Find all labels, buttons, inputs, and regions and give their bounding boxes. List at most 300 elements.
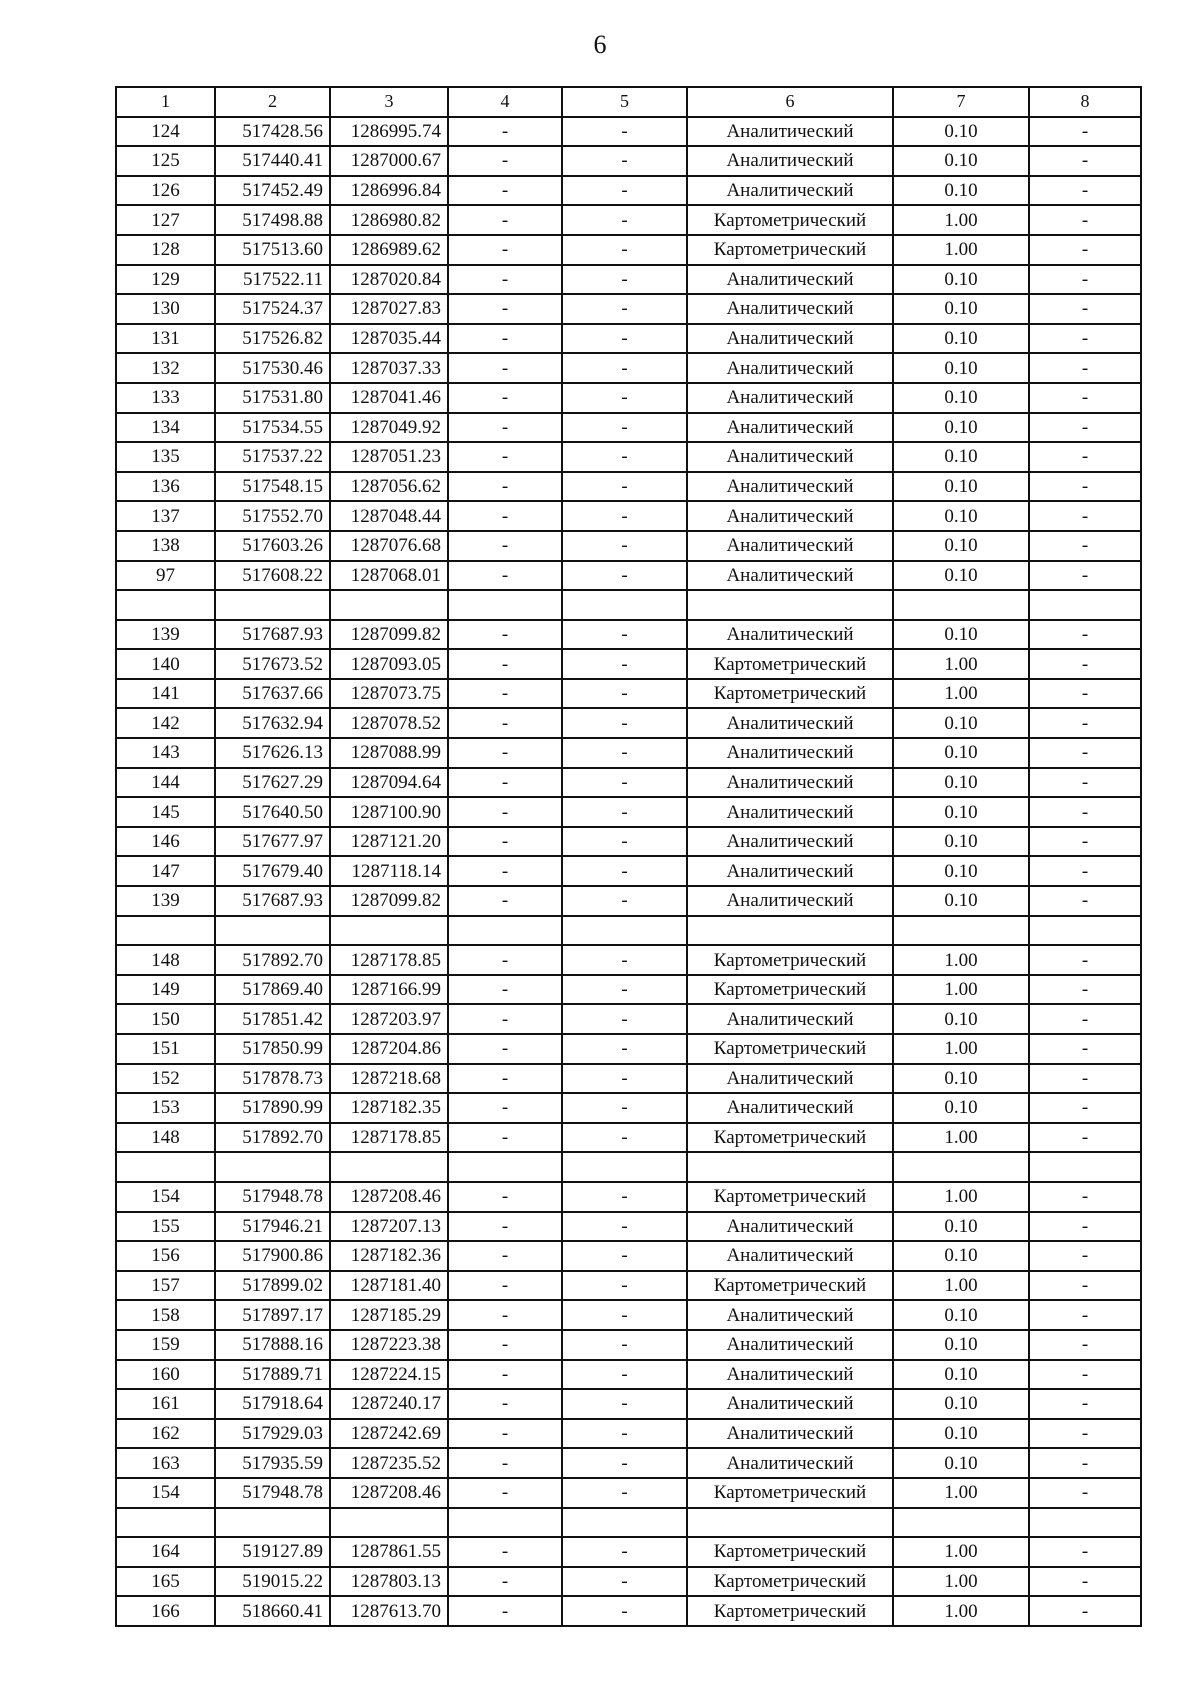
- method-cell: [687, 916, 893, 946]
- method-cell: Аналитический: [687, 1448, 893, 1478]
- col-5-value-cell: -: [562, 265, 687, 295]
- method-cell: Аналитический: [687, 856, 893, 886]
- y-coordinate-cell: 1287068.01: [330, 561, 448, 591]
- col-4-value-cell: -: [448, 561, 562, 591]
- point-number-cell: 163: [116, 1448, 215, 1478]
- col-8-value-cell: -: [1029, 886, 1141, 916]
- col-5-value-cell: [562, 1508, 687, 1538]
- x-coordinate-cell: 517687.93: [215, 620, 330, 650]
- x-coordinate-cell: 517548.15: [215, 472, 330, 502]
- col-5-value-cell: -: [562, 738, 687, 768]
- col-8-value-cell: -: [1029, 1448, 1141, 1478]
- y-coordinate-cell: 1287073.75: [330, 679, 448, 709]
- col-5-value-cell: -: [562, 1389, 687, 1419]
- y-coordinate-cell: 1287861.55: [330, 1537, 448, 1567]
- x-coordinate-cell: 519015.22: [215, 1567, 330, 1597]
- point-number-cell: 148: [116, 945, 215, 975]
- point-number-cell: 144: [116, 768, 215, 798]
- col-5-value-cell: -: [562, 975, 687, 1005]
- point-number-cell: 164: [116, 1537, 215, 1567]
- y-coordinate-cell: 1287218.68: [330, 1064, 448, 1094]
- column-header: 5: [562, 87, 687, 117]
- col-8-value-cell: -: [1029, 1537, 1141, 1567]
- x-coordinate-cell: 517627.29: [215, 768, 330, 798]
- point-number-cell: 156: [116, 1241, 215, 1271]
- point-number-cell: 150: [116, 1004, 215, 1034]
- table-row: [116, 886, 1141, 916]
- col-4-value-cell: -: [448, 176, 562, 206]
- x-coordinate-cell: 517552.70: [215, 501, 330, 531]
- col-8-value-cell: -: [1029, 856, 1141, 886]
- col-8-value-cell: -: [1029, 265, 1141, 295]
- table-row: [116, 1419, 1141, 1449]
- method-cell: Картометрический: [687, 649, 893, 679]
- x-coordinate-cell: 517687.93: [215, 886, 330, 916]
- method-cell: Картометрический: [687, 679, 893, 709]
- col-5-value-cell: -: [562, 856, 687, 886]
- column-header: 1: [116, 87, 215, 117]
- point-number-cell: 138: [116, 531, 215, 561]
- table-row: [116, 146, 1141, 176]
- x-coordinate-cell: [215, 1152, 330, 1182]
- accuracy-cell: 0.10: [893, 1330, 1029, 1360]
- col-5-value-cell: -: [562, 797, 687, 827]
- method-cell: [687, 1152, 893, 1182]
- accuracy-cell: 0.10: [893, 294, 1029, 324]
- col-5-value-cell: -: [562, 1182, 687, 1212]
- method-cell: Аналитический: [687, 117, 893, 147]
- col-8-value-cell: [1029, 1508, 1141, 1538]
- method-cell: Картометрический: [687, 235, 893, 265]
- accuracy-cell: 0.10: [893, 768, 1029, 798]
- method-cell: Аналитический: [687, 531, 893, 561]
- col-5-value-cell: -: [562, 472, 687, 502]
- col-8-value-cell: -: [1029, 649, 1141, 679]
- table-row: [116, 768, 1141, 798]
- table-row: [116, 590, 1141, 620]
- y-coordinate-cell: 1287803.13: [330, 1567, 448, 1597]
- col-4-value-cell: -: [448, 708, 562, 738]
- y-coordinate-cell: 1287208.46: [330, 1182, 448, 1212]
- accuracy-cell: 1.00: [893, 1123, 1029, 1153]
- y-coordinate-cell: 1287182.35: [330, 1093, 448, 1123]
- table-row: [116, 1152, 1141, 1182]
- col-5-value-cell: -: [562, 531, 687, 561]
- x-coordinate-cell: 517935.59: [215, 1448, 330, 1478]
- col-4-value-cell: -: [448, 383, 562, 413]
- point-number-cell: 153: [116, 1093, 215, 1123]
- col-8-value-cell: [1029, 590, 1141, 620]
- col-4-value-cell: -: [448, 324, 562, 354]
- table-row: [116, 1389, 1141, 1419]
- table-row: [116, 1360, 1141, 1390]
- accuracy-cell: [893, 1508, 1029, 1538]
- col-5-value-cell: -: [562, 1360, 687, 1390]
- col-4-value-cell: -: [448, 1241, 562, 1271]
- point-number-cell: 143: [116, 738, 215, 768]
- col-5-value-cell: -: [562, 649, 687, 679]
- col-5-value-cell: -: [562, 235, 687, 265]
- col-4-value-cell: [448, 590, 562, 620]
- column-header: 8: [1029, 87, 1141, 117]
- table-row: [116, 265, 1141, 295]
- table-row: [116, 1064, 1141, 1094]
- method-cell: Аналитический: [687, 265, 893, 295]
- y-coordinate-cell: [330, 1152, 448, 1182]
- col-4-value-cell: -: [448, 1389, 562, 1419]
- col-4-value-cell: -: [448, 205, 562, 235]
- col-4-value-cell: -: [448, 856, 562, 886]
- col-8-value-cell: -: [1029, 797, 1141, 827]
- col-8-value-cell: -: [1029, 708, 1141, 738]
- table-row: [116, 1212, 1141, 1242]
- table-row: [116, 1182, 1141, 1212]
- point-number-cell: 166: [116, 1596, 215, 1626]
- col-4-value-cell: -: [448, 1123, 562, 1153]
- col-8-value-cell: -: [1029, 1300, 1141, 1330]
- method-cell: Картометрический: [687, 975, 893, 1005]
- y-coordinate-cell: 1287020.84: [330, 265, 448, 295]
- col-4-value-cell: -: [448, 294, 562, 324]
- x-coordinate-cell: 519127.89: [215, 1537, 330, 1567]
- table-row: [116, 827, 1141, 857]
- table-row: [116, 679, 1141, 709]
- x-coordinate-cell: 517851.42: [215, 1004, 330, 1034]
- y-coordinate-cell: 1287178.85: [330, 945, 448, 975]
- method-cell: Аналитический: [687, 1004, 893, 1034]
- col-4-value-cell: -: [448, 442, 562, 472]
- table-row: [116, 620, 1141, 650]
- x-coordinate-cell: 517531.80: [215, 383, 330, 413]
- col-5-value-cell: -: [562, 1004, 687, 1034]
- col-5-value-cell: -: [562, 413, 687, 443]
- table-row: [116, 1004, 1141, 1034]
- col-4-value-cell: -: [448, 827, 562, 857]
- table-row: [116, 472, 1141, 502]
- col-8-value-cell: -: [1029, 1330, 1141, 1360]
- x-coordinate-cell: 517452.49: [215, 176, 330, 206]
- col-4-value-cell: -: [448, 1419, 562, 1449]
- col-8-value-cell: -: [1029, 679, 1141, 709]
- method-cell: [687, 1508, 893, 1538]
- accuracy-cell: 0.10: [893, 324, 1029, 354]
- col-5-value-cell: -: [562, 708, 687, 738]
- x-coordinate-cell: 517929.03: [215, 1419, 330, 1449]
- col-4-value-cell: -: [448, 797, 562, 827]
- accuracy-cell: 0.10: [893, 176, 1029, 206]
- accuracy-cell: 1.00: [893, 649, 1029, 679]
- y-coordinate-cell: 1287049.92: [330, 413, 448, 443]
- col-8-value-cell: -: [1029, 1064, 1141, 1094]
- method-cell: Аналитический: [687, 1419, 893, 1449]
- column-header: 7: [893, 87, 1029, 117]
- column-header: 4: [448, 87, 562, 117]
- col-8-value-cell: -: [1029, 620, 1141, 650]
- col-5-value-cell: -: [562, 827, 687, 857]
- accuracy-cell: 0.10: [893, 383, 1029, 413]
- method-cell: Аналитический: [687, 768, 893, 798]
- col-4-value-cell: -: [448, 768, 562, 798]
- col-4-value-cell: [448, 1152, 562, 1182]
- method-cell: Аналитический: [687, 561, 893, 591]
- col-4-value-cell: -: [448, 1360, 562, 1390]
- table-row: [116, 1034, 1141, 1064]
- col-5-value-cell: -: [562, 1034, 687, 1064]
- col-5-value-cell: -: [562, 1567, 687, 1597]
- accuracy-cell: 0.10: [893, 353, 1029, 383]
- col-4-value-cell: -: [448, 265, 562, 295]
- x-coordinate-cell: 517526.82: [215, 324, 330, 354]
- x-coordinate-cell: 517890.99: [215, 1093, 330, 1123]
- accuracy-cell: 0.10: [893, 413, 1029, 443]
- x-coordinate-cell: 517679.40: [215, 856, 330, 886]
- y-coordinate-cell: 1287224.15: [330, 1360, 448, 1390]
- accuracy-cell: 1.00: [893, 975, 1029, 1005]
- table-row: [116, 324, 1141, 354]
- col-4-value-cell: -: [448, 1093, 562, 1123]
- y-coordinate-cell: 1287185.29: [330, 1300, 448, 1330]
- y-coordinate-cell: 1287121.20: [330, 827, 448, 857]
- table-row: [116, 797, 1141, 827]
- col-5-value-cell: -: [562, 1419, 687, 1449]
- x-coordinate-cell: 517530.46: [215, 353, 330, 383]
- col-4-value-cell: -: [448, 1448, 562, 1478]
- y-coordinate-cell: 1287242.69: [330, 1419, 448, 1449]
- col-8-value-cell: -: [1029, 768, 1141, 798]
- accuracy-cell: 1.00: [893, 1271, 1029, 1301]
- method-cell: [687, 590, 893, 620]
- accuracy-cell: 0.10: [893, 501, 1029, 531]
- accuracy-cell: 0.10: [893, 1064, 1029, 1094]
- point-number-cell: 148: [116, 1123, 215, 1153]
- accuracy-cell: 0.10: [893, 1360, 1029, 1390]
- table-row: [116, 1596, 1141, 1626]
- method-cell: Аналитический: [687, 294, 893, 324]
- method-cell: Картометрический: [687, 945, 893, 975]
- accuracy-cell: 0.10: [893, 1212, 1029, 1242]
- col-8-value-cell: [1029, 1152, 1141, 1182]
- point-number-cell: 146: [116, 827, 215, 857]
- point-number-cell: 139: [116, 620, 215, 650]
- method-cell: Аналитический: [687, 1389, 893, 1419]
- column-header: 3: [330, 87, 448, 117]
- accuracy-cell: 0.10: [893, 797, 1029, 827]
- col-5-value-cell: -: [562, 1478, 687, 1508]
- x-coordinate-cell: [215, 916, 330, 946]
- accuracy-cell: 0.10: [893, 1241, 1029, 1271]
- y-coordinate-cell: 1287094.64: [330, 768, 448, 798]
- table-row: [116, 353, 1141, 383]
- x-coordinate-cell: 517440.41: [215, 146, 330, 176]
- col-8-value-cell: -: [1029, 1567, 1141, 1597]
- method-cell: Аналитический: [687, 501, 893, 531]
- x-coordinate-cell: [215, 1508, 330, 1538]
- x-coordinate-cell: 517869.40: [215, 975, 330, 1005]
- col-4-value-cell: -: [448, 620, 562, 650]
- y-coordinate-cell: 1287208.46: [330, 1478, 448, 1508]
- table-row: [116, 916, 1141, 946]
- accuracy-cell: 1.00: [893, 1182, 1029, 1212]
- method-cell: Аналитический: [687, 442, 893, 472]
- y-coordinate-cell: 1286996.84: [330, 176, 448, 206]
- point-number-cell: 161: [116, 1389, 215, 1419]
- point-number-cell: 136: [116, 472, 215, 502]
- col-4-value-cell: -: [448, 975, 562, 1005]
- method-cell: Аналитический: [687, 1300, 893, 1330]
- y-coordinate-cell: 1287099.82: [330, 886, 448, 916]
- y-coordinate-cell: 1287178.85: [330, 1123, 448, 1153]
- table-row: [116, 531, 1141, 561]
- y-coordinate-cell: 1287056.62: [330, 472, 448, 502]
- col-8-value-cell: -: [1029, 945, 1141, 975]
- col-4-value-cell: -: [448, 117, 562, 147]
- col-5-value-cell: -: [562, 1123, 687, 1153]
- y-coordinate-cell: 1287048.44: [330, 501, 448, 531]
- col-5-value-cell: -: [562, 768, 687, 798]
- col-8-value-cell: -: [1029, 1596, 1141, 1626]
- accuracy-cell: [893, 590, 1029, 620]
- table-row: [116, 1300, 1141, 1330]
- col-5-value-cell: -: [562, 383, 687, 413]
- col-8-value-cell: -: [1029, 383, 1141, 413]
- accuracy-cell: 0.10: [893, 265, 1029, 295]
- col-8-value-cell: -: [1029, 146, 1141, 176]
- table-row: [116, 294, 1141, 324]
- point-number-cell: 135: [116, 442, 215, 472]
- y-coordinate-cell: 1287099.82: [330, 620, 448, 650]
- accuracy-cell: 0.10: [893, 117, 1029, 147]
- point-number-cell: [116, 916, 215, 946]
- y-coordinate-cell: [330, 916, 448, 946]
- col-4-value-cell: -: [448, 1064, 562, 1094]
- y-coordinate-cell: 1287181.40: [330, 1271, 448, 1301]
- col-5-value-cell: -: [562, 324, 687, 354]
- point-number-cell: 145: [116, 797, 215, 827]
- col-8-value-cell: -: [1029, 117, 1141, 147]
- point-number-cell: 126: [116, 176, 215, 206]
- col-5-value-cell: -: [562, 1330, 687, 1360]
- col-8-value-cell: -: [1029, 205, 1141, 235]
- method-cell: Аналитический: [687, 146, 893, 176]
- x-coordinate-cell: 517534.55: [215, 413, 330, 443]
- method-cell: Аналитический: [687, 738, 893, 768]
- x-coordinate-cell: 517948.78: [215, 1182, 330, 1212]
- point-number-cell: 162: [116, 1419, 215, 1449]
- table-row: [116, 738, 1141, 768]
- col-8-value-cell: -: [1029, 531, 1141, 561]
- col-4-value-cell: [448, 916, 562, 946]
- method-cell: Аналитический: [687, 1093, 893, 1123]
- y-coordinate-cell: 1286980.82: [330, 205, 448, 235]
- col-8-value-cell: -: [1029, 235, 1141, 265]
- col-8-value-cell: -: [1029, 975, 1141, 1005]
- point-number-cell: [116, 590, 215, 620]
- x-coordinate-cell: 517918.64: [215, 1389, 330, 1419]
- x-coordinate-cell: 518660.41: [215, 1596, 330, 1626]
- y-coordinate-cell: 1287204.86: [330, 1034, 448, 1064]
- col-5-value-cell: -: [562, 1241, 687, 1271]
- table-row: [116, 649, 1141, 679]
- method-cell: Аналитический: [687, 353, 893, 383]
- y-coordinate-cell: 1287207.13: [330, 1212, 448, 1242]
- col-5-value-cell: -: [562, 1448, 687, 1478]
- x-coordinate-cell: [215, 590, 330, 620]
- col-8-value-cell: -: [1029, 1419, 1141, 1449]
- y-coordinate-cell: 1287166.99: [330, 975, 448, 1005]
- accuracy-cell: 0.10: [893, 738, 1029, 768]
- x-coordinate-cell: 517878.73: [215, 1064, 330, 1094]
- method-cell: Аналитический: [687, 383, 893, 413]
- point-number-cell: [116, 1508, 215, 1538]
- y-coordinate-cell: 1287051.23: [330, 442, 448, 472]
- y-coordinate-cell: 1287035.44: [330, 324, 448, 354]
- col-4-value-cell: -: [448, 1212, 562, 1242]
- y-coordinate-cell: 1286989.62: [330, 235, 448, 265]
- col-5-value-cell: -: [562, 1300, 687, 1330]
- x-coordinate-cell: 517428.56: [215, 117, 330, 147]
- y-coordinate-cell: 1287118.14: [330, 856, 448, 886]
- x-coordinate-cell: 517522.11: [215, 265, 330, 295]
- col-8-value-cell: -: [1029, 294, 1141, 324]
- col-4-value-cell: -: [448, 235, 562, 265]
- point-number-cell: 124: [116, 117, 215, 147]
- col-4-value-cell: -: [448, 945, 562, 975]
- col-5-value-cell: -: [562, 294, 687, 324]
- point-number-cell: 139: [116, 886, 215, 916]
- y-coordinate-cell: [330, 1508, 448, 1538]
- method-cell: Картометрический: [687, 1271, 893, 1301]
- column-header: 6: [687, 87, 893, 117]
- x-coordinate-cell: 517892.70: [215, 945, 330, 975]
- point-number-cell: 141: [116, 679, 215, 709]
- x-coordinate-cell: 517608.22: [215, 561, 330, 591]
- point-number-cell: 133: [116, 383, 215, 413]
- col-5-value-cell: -: [562, 205, 687, 235]
- accuracy-cell: 1.00: [893, 1478, 1029, 1508]
- point-number-cell: 151: [116, 1034, 215, 1064]
- col-5-value-cell: -: [562, 1212, 687, 1242]
- method-cell: Аналитический: [687, 620, 893, 650]
- accuracy-cell: 0.10: [893, 620, 1029, 650]
- col-5-value-cell: -: [562, 1596, 687, 1626]
- table-body: [116, 117, 1141, 1626]
- col-8-value-cell: -: [1029, 1241, 1141, 1271]
- y-coordinate-cell: 1287088.99: [330, 738, 448, 768]
- col-4-value-cell: -: [448, 1330, 562, 1360]
- x-coordinate-cell: 517900.86: [215, 1241, 330, 1271]
- col-8-value-cell: -: [1029, 1034, 1141, 1064]
- table-row: [116, 708, 1141, 738]
- point-number-cell: 154: [116, 1182, 215, 1212]
- x-coordinate-cell: 517626.13: [215, 738, 330, 768]
- y-coordinate-cell: 1287041.46: [330, 383, 448, 413]
- accuracy-cell: 0.10: [893, 886, 1029, 916]
- col-4-value-cell: -: [448, 146, 562, 176]
- table-row: [116, 1271, 1141, 1301]
- table-row: [116, 1478, 1141, 1508]
- page-number: 6: [593, 30, 607, 59]
- accuracy-cell: 0.10: [893, 146, 1029, 176]
- method-cell: Картометрический: [687, 1596, 893, 1626]
- point-number-cell: 129: [116, 265, 215, 295]
- y-coordinate-cell: 1287000.67: [330, 146, 448, 176]
- method-cell: Картометрический: [687, 1567, 893, 1597]
- col-4-value-cell: [448, 1508, 562, 1538]
- col-8-value-cell: -: [1029, 1478, 1141, 1508]
- table-row: [116, 501, 1141, 531]
- col-4-value-cell: -: [448, 738, 562, 768]
- method-cell: Аналитический: [687, 1360, 893, 1390]
